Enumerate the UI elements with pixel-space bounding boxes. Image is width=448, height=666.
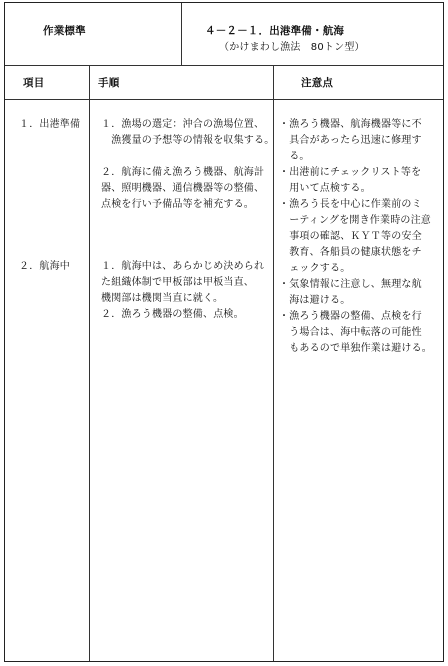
document-title: ４－２－１．出港準備・航海	[205, 25, 345, 37]
column-divider-item	[89, 65, 90, 661]
row-item-underway: ２．航海中	[19, 261, 70, 272]
row-procedure-departure-prep: １．漁場の選定：沖合の漁場位置、 漁獲量の予想等の情報を収集する。 ２．航海に備え漁ろう機器、航海計 器、照明機器、通信機器等の整備、 点検を行い予備品等を補充する。	[101, 119, 275, 210]
work-standard-table	[4, 2, 444, 662]
row-item-departure-prep: １．出港準備	[19, 119, 81, 130]
column-header-bottom-rule	[5, 99, 443, 100]
column-header-notes: 注意点	[301, 77, 334, 89]
document-subtitle: （かけまわし漁法 80トン型）	[219, 42, 365, 53]
header-bottom-rule	[5, 65, 443, 66]
row-procedure-underway: １．航海中は、あらかじめ決められ た組織体制で甲板部は甲板当直、 機関部は機関当直に就く。 ２．漁ろう機器の整備、点検。	[101, 261, 265, 320]
header-label: 作業標準	[43, 25, 86, 37]
notes-list: ・漁ろう機器、航海機器等に不 具合があったら迅速に修理す る。 ・出港前にチェックリスト等を 用いて点検する。 ・漁ろう長を中心に作業前のミ ーティングを開き作業時の注意 事項の確認、ＫＹＴ等の安全 教育、各船員の健康状態をチ ェックする。 ・気象情報に注意し、無理な航 海は避ける。 ・漁ろう機器の整備、点検を行 う場合は、海中転落の可能性 もあるので単独作業は避ける。	[279, 119, 432, 354]
column-header-item: 項目	[23, 77, 45, 89]
column-header-procedure: 手順	[98, 77, 120, 89]
header-divider	[181, 3, 182, 65]
